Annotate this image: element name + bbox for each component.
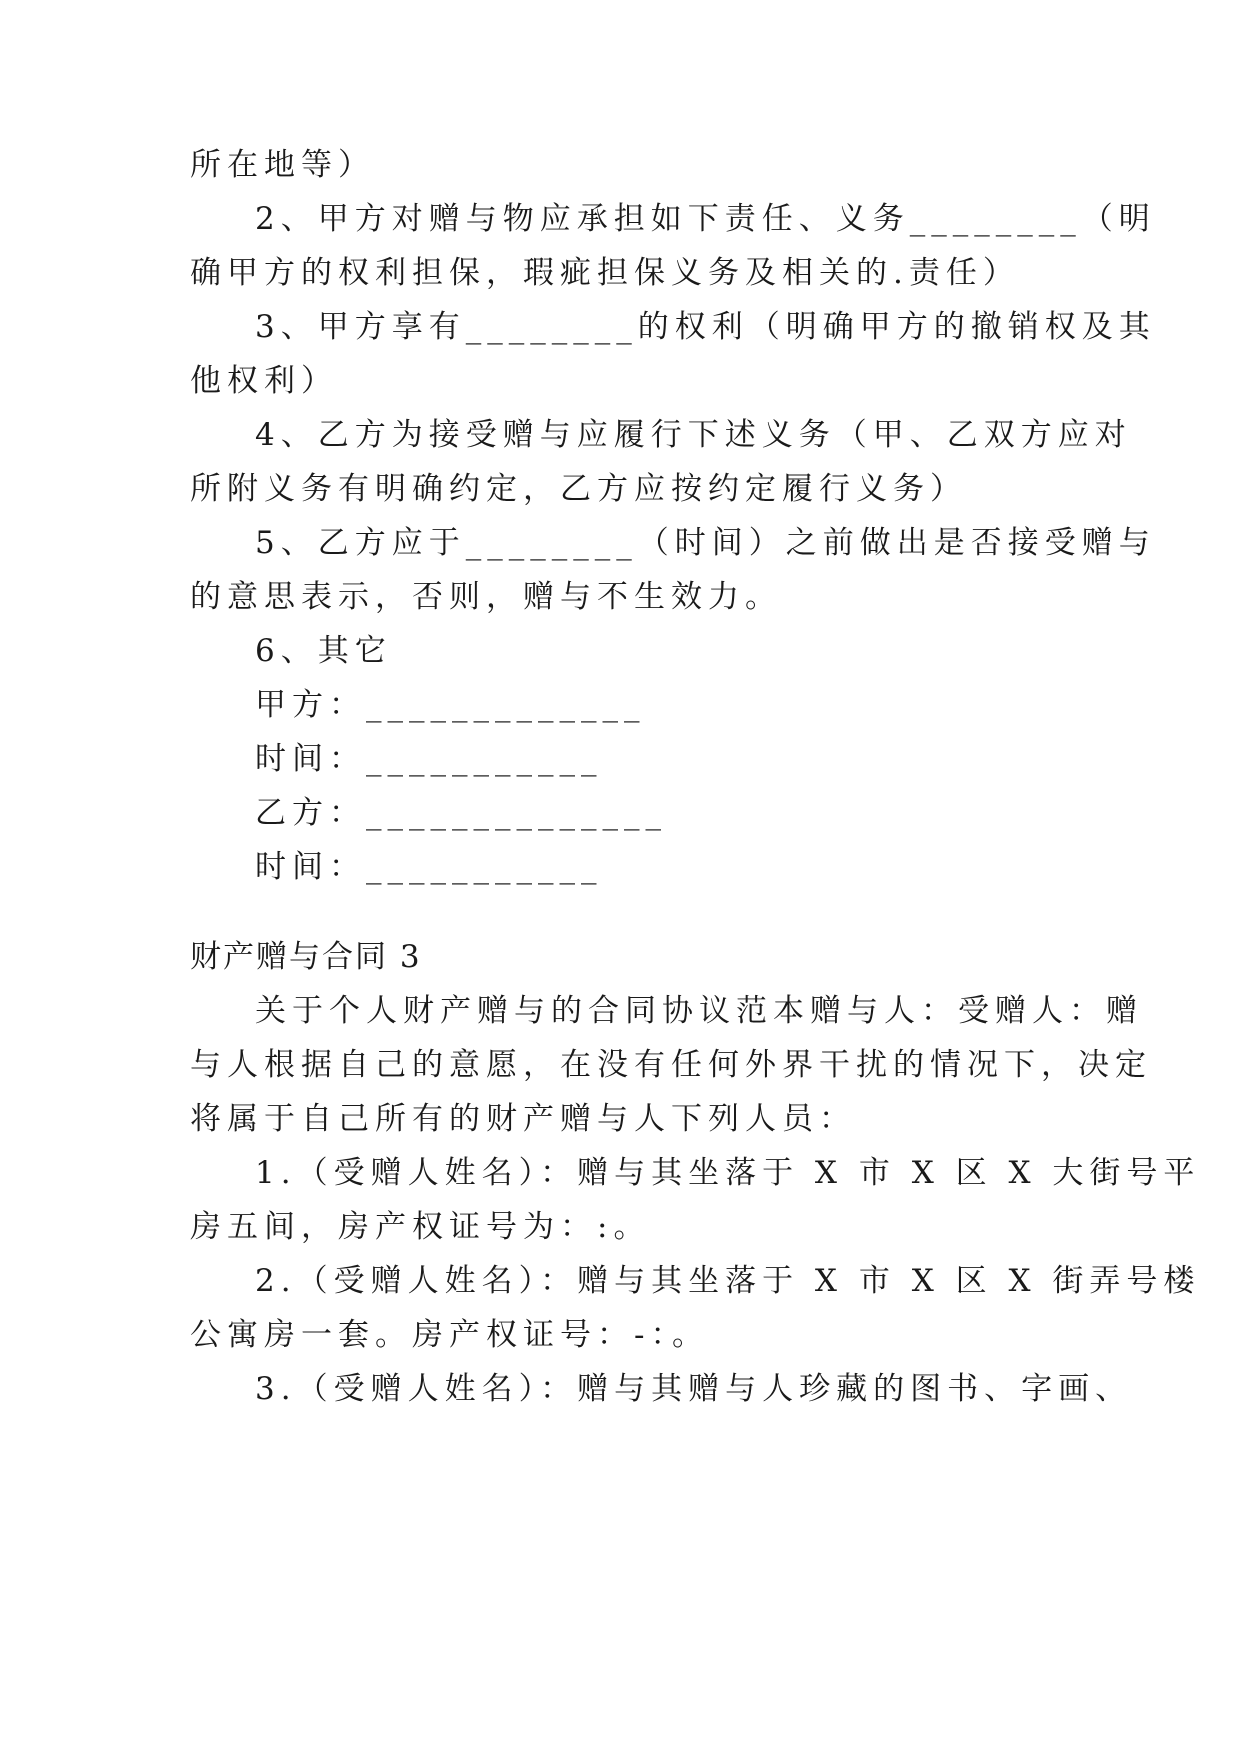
item-3-line: 3.（受赠人姓名）：赠与其赠与人珍藏的图书、字画、: [255, 1371, 1133, 1407]
item-1-line: 1.（受赠人姓名）：赠与其坐落于 X 市 X 区 X 大街号平: [255, 1155, 1201, 1191]
clause-5-line: 5、乙方应于________（时间）之前做出是否接受赠与: [255, 525, 1156, 561]
clause-3-line: 3、甲方享有________的权利（明确甲方的撤销权及其: [255, 309, 1156, 345]
clause-4-line: 4、乙方为接受赠与应履行下述义务（甲、乙双方应对: [255, 417, 1132, 453]
paragraph-line: 所附义务有明确约定，乙方应按约定履行义务）: [190, 471, 967, 507]
paragraph-line: 关于个人财产赠与的合同协议范本赠与人：受赠人：赠: [255, 993, 1143, 1029]
party-b-signature-line: 乙方：______________: [255, 795, 667, 831]
clause-2-line: 2、甲方对赠与物应承担如下责任、义务________（明: [255, 201, 1156, 237]
section-title: 财产赠与合同 3: [190, 939, 422, 975]
paragraph-line: 确甲方的权利担保，瑕疵担保义务及相关的.责任）: [190, 255, 1020, 291]
paragraph-line: 房五间，房产权证号为：:。: [190, 1209, 651, 1245]
paragraph-line: 与人根据自己的意愿，在没有任何外界干扰的情况下，决定: [190, 1047, 1152, 1083]
party-a-signature-line: 甲方：_____________: [255, 687, 646, 723]
paragraph-line: 所在地等）: [190, 147, 375, 183]
date-line: 时间：___________: [255, 849, 603, 885]
paragraph-line: 的意思表示，否则，赠与不生效力。: [190, 579, 782, 615]
date-line: 时间：___________: [255, 741, 603, 777]
paragraph-line: 他权利）: [190, 363, 338, 399]
item-2-line: 2.（受赠人姓名）：赠与其坐落于 X 市 X 区 X 街弄号楼: [255, 1263, 1201, 1299]
paragraph-line: 公寓房一套。房产权证号：-：。: [190, 1317, 709, 1353]
clause-6-line: 6、其它: [255, 633, 392, 669]
paragraph-line: 将属于自己所有的财产赠与人下列人员：: [190, 1101, 856, 1137]
